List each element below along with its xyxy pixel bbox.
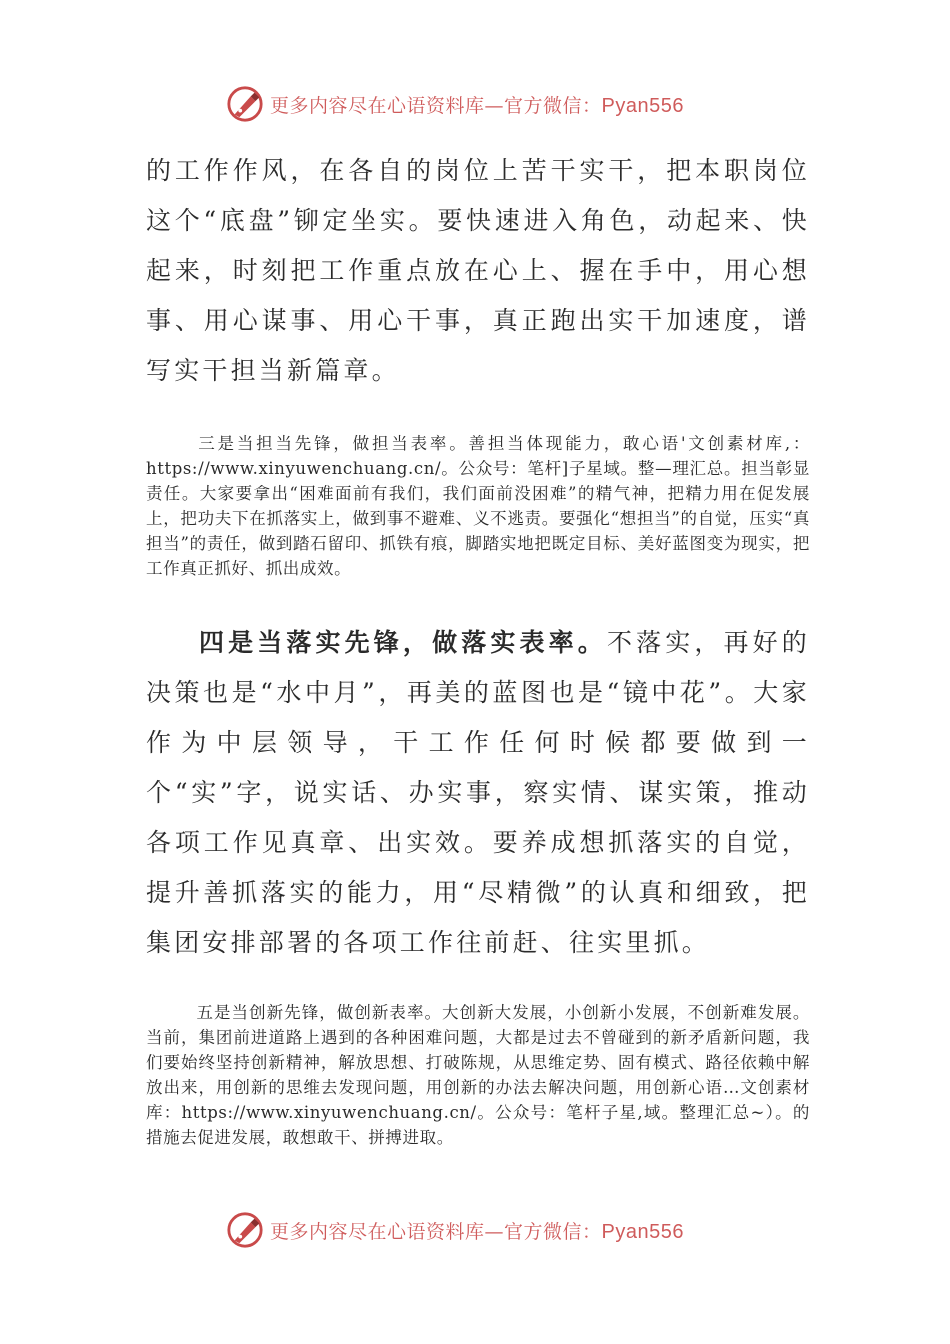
banner-text: 更多内容尽在心语资料库—官方微信：Pyan556 [270,94,684,117]
banner-text: 更多内容尽在心语资料库—官方微信：Pyan556 [270,1220,684,1243]
header-banner [226,84,726,124]
pen-nib-logo-icon [226,85,264,123]
footer-banner [226,1210,726,1250]
wechat-id: Pyan556 [601,1220,684,1243]
pen-nib-logo-icon [226,1211,264,1249]
paragraph-4 [146,1000,810,1150]
paragraph-2 [146,431,810,581]
paragraph-4-text: 五是当创新先锋，做创新表率。大创新大发展，小创新小发展，不创新难发展。当前，集团前进道路上遇到的各种困难问题，大都是过去不曾碰到的新矛盾新问题，我们要始终坚持创新精神，解放思想、打破陈规，从思维定势、固有模式、路径依赖中解放出来，用创新的思维去发现问题，用创新的办法去解决问题，用创新心语…文创素材库：https://www.xinyuwenchuang.cn/。公众号：笔杆子星,域。整理汇总~）。的措施去促进发展，敢想敢干、拼搏进取。 [146,1003,810,1147]
paragraph-3 [146,618,810,968]
paragraph-3-lead: 四是当落实先锋，做落实表率。 [198,628,607,657]
paragraph-1: 的工作作风，在各自的岗位上苦干实干，把本职岗位这个“底盘”铆定坐实。要快速进入角色，动起来、快起来，时刻把工作重点放在心上、握在手中，用心想事、用心谋事、用心干事，真正跑出实干加速度，谱写实干担当新篇章。 [146,156,810,385]
paragraph-2-text: 三是当担当先锋，做担当表率。善担当体现能力，敢心语'文创素材库,：https://www.xinyuwenchuang.cn/。公众号：笔杆]子星域。整—理汇总。担当彰显责任。大家要拿出“困难面前有我们，我们面前没困难”的精气神，把精力用在促发展上，把功夫下在抓落实上，做到事不避难、义不逃责。要强化“想担当”的自觉，压实“真担当”的责任，做到踏石留印、抓铁有痕，脚踏实地把既定目标、美好蓝图变为现实，把工作真正抓好、抓出成效。 [146,434,810,578]
wechat-id: Pyan556 [601,94,684,117]
paragraph-3-body: 不落实，再好的决策也是“水中月”，再美的蓝图也是“镜中花”。大家作为中层领导，干工作任何时候都要做到一个“实”字，说实话、办实事，察实情、谋实策，推动各项工作见真章、出实效。要养成想抓落实的自觉，提升善抓落实的能力，用“尽精微”的认真和细致，把集团安排部署的各项工作往前赶、往实里抓。 [146,628,810,957]
